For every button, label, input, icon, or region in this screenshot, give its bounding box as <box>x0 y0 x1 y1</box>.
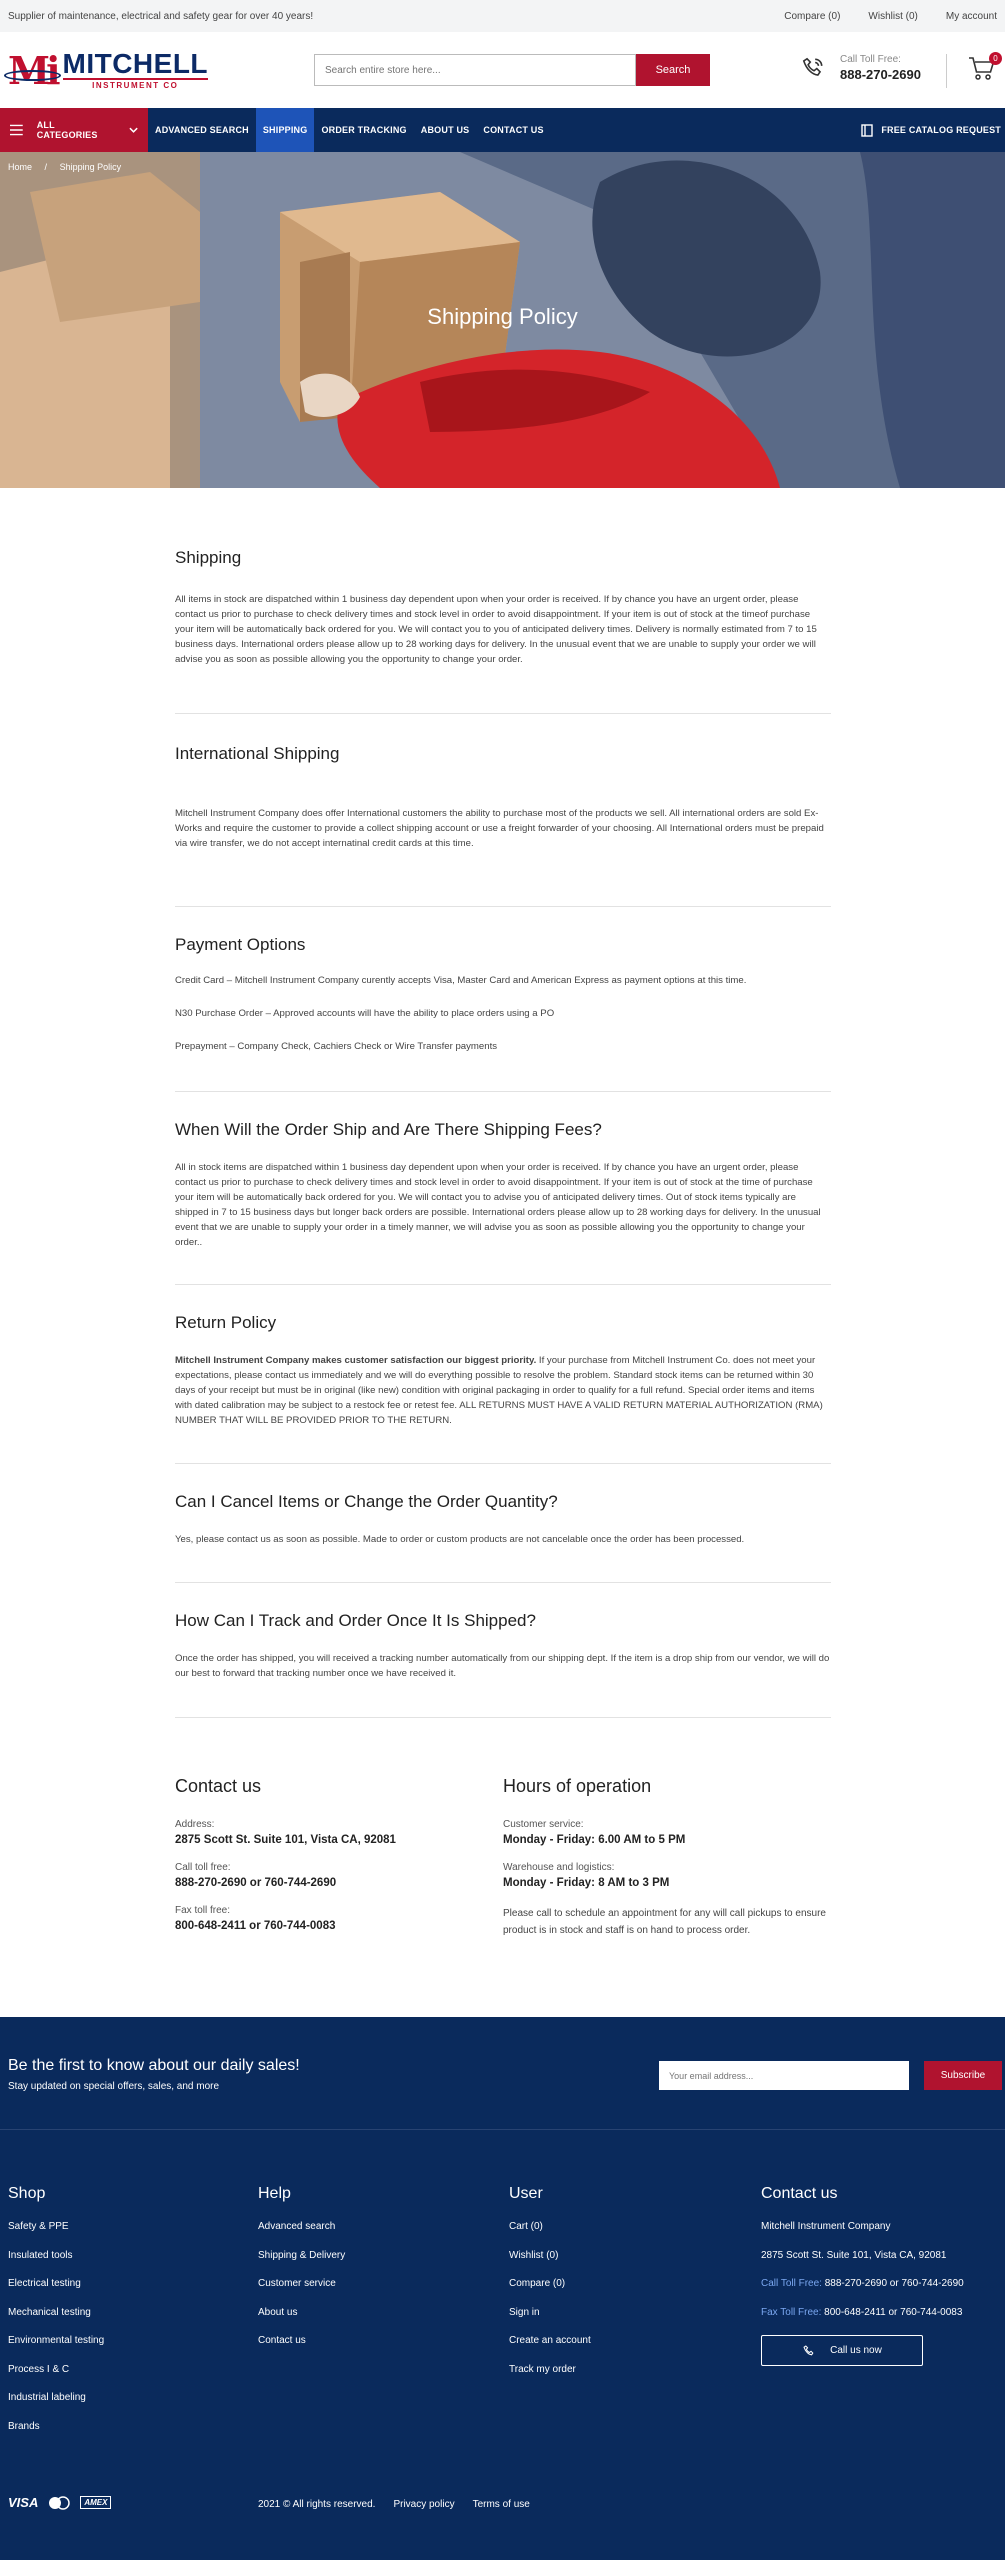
footer-fax-number: 800-648-2411 or 760-744-0083 <box>821 2306 963 2318</box>
phone-icon <box>800 55 826 81</box>
section-title: Shipping <box>175 548 242 567</box>
amex-icon: AMEX <box>80 2496 111 2509</box>
section-title: Payment Options <box>175 935 306 954</box>
section-payment <box>175 907 831 1092</box>
all-categories-label: ALL CATEGORIES <box>36 120 98 140</box>
nav-contact-us[interactable]: CONTACT US <box>483 125 544 135</box>
fax-value: 800-648-2411 or 760-744-0083 <box>175 1920 336 1932</box>
privacy-policy-link[interactable]: Privacy policy <box>393 2499 455 2510</box>
fax-label: Fax toll free: <box>175 1905 231 1916</box>
section-shipping <box>175 548 831 714</box>
footer-address: 2875 Scott St. Suite 101, Vista CA, 92081 <box>761 2249 947 2261</box>
terms-of-use-link[interactable]: Terms of use <box>472 2499 530 2510</box>
legal-links <box>258 2499 530 2510</box>
section-body: Mitchell Instrument Company does offer International customers the ability to purchase most of the products we sell. All international orders are sold Ex-Works and require the customer to provide a collect shipping account or use a freight forwarder of your choosing. All International orders must be prepaid via wire transfer, we do not accept internatinal credit cards at this time. <box>175 808 824 849</box>
call-value[interactable]: 888-270-2690 or 760-744-2690 <box>175 1877 337 1889</box>
catalog-icon <box>861 124 873 137</box>
footer-link[interactable]: Wishlist (0) <box>509 2249 559 2261</box>
nav-advanced-search[interactable]: ADVANCED SEARCH <box>155 125 249 135</box>
logo[interactable] <box>8 48 223 93</box>
section-title: Return Policy <box>175 1313 277 1332</box>
contact-column <box>175 1776 503 1948</box>
footer-fax-label: Fax Toll Free: <box>761 2306 822 2318</box>
all-categories-button[interactable] <box>0 108 148 152</box>
footer-link[interactable]: Safety & PPE <box>8 2221 69 2232</box>
copyright: 2021 © All rights reserved. <box>258 2499 376 2510</box>
footer-contact <box>761 2185 964 2366</box>
footer-link[interactable]: Electrical testing <box>8 2278 81 2289</box>
section-body: All in stock items are dispatched within 1 business day dependent upon when your order is received. If by chance you have an urgent order, please contact us prior to purchase to check delivery times and stock level in order to avoid disappointment. If your item is out of stock at the time of purchase your item will be automatically back ordered for you. We will contact you to advise you of anticipated delivery times. Out of stock items typically are shipped in 7 to 15 business days but longer back orders are possible. International orders please allow up to 28 working days for delivery. In the unusual event that we are unable to supply your order in a timely manner, we will advise you as soon as possible allowing you the opportunity to change your order.. <box>175 1162 821 1248</box>
footer-link[interactable]: Insulated tools <box>8 2249 73 2261</box>
footer-help <box>258 2185 345 2364</box>
nav-order-tracking[interactable]: ORDER TRACKING <box>321 125 407 135</box>
footer-link[interactable]: Cart (0) <box>509 2221 543 2232</box>
footer-heading: Help <box>258 2185 291 2202</box>
wishlist-link[interactable]: Wishlist (0) <box>868 10 918 22</box>
hours-title: Hours of operation <box>503 1776 652 1796</box>
footer-call-number[interactable]: 888-270-2690 or 760-744-2690 <box>821 2278 964 2289</box>
breadcrumb-home[interactable]: Home <box>8 162 33 172</box>
call-us-now-button[interactable] <box>761 2335 923 2366</box>
footer-link[interactable]: Advanced search <box>258 2221 336 2232</box>
section-title: Can I Cancel Items or Change the Order Quantity? <box>175 1492 558 1511</box>
service-hours: Monday - Friday: 6.00 AM to 5 PM <box>503 1834 686 1846</box>
menu-icon <box>10 124 23 136</box>
nav-about-us[interactable]: ABOUT US <box>420 125 470 135</box>
return-body: If your purchase from Mitchell Instrument Co. does not meet your expectations, please contact us immediately and we will do everything possible to resolve the problem. Standard stock items can be returned within 30 days of your receipt but must be in original (like new) condition with original packaging in order to qualify for a full refund. Special order items and items with dated calibration may be subject to a restock fee or retest fee. ALL RETURNS MUST HAVE A VALID RETURN MATERIAL AUTHORIZATION (RMA) NUMBER THAT WILL BE PROVIDED PRIOR TO THE RETURN. <box>175 1355 823 1426</box>
newsletter-title: Be the first to know about our daily sales! <box>8 2057 300 2074</box>
footer-link[interactable]: Brands <box>8 2420 40 2432</box>
newsletter-email-input[interactable] <box>659 2061 909 2090</box>
section-title: International Shipping <box>175 744 340 763</box>
tagline: Supplier of maintenance, electrical and safety gear for over 40 years! <box>8 10 314 22</box>
payment-prepayment: Prepayment – Company Check, Cachiers Check or Wire Transfer payments <box>175 1041 498 1052</box>
footer-link[interactable]: Contact us <box>258 2335 306 2346</box>
footer-link[interactable]: Industrial labeling <box>8 2392 86 2403</box>
address-value: 2875 Scott St. Suite 101, Vista CA, 92081 <box>175 1834 396 1846</box>
footer-link[interactable]: Process I & C <box>8 2363 70 2375</box>
footer-heading: User <box>509 2185 543 2202</box>
footer-columns <box>0 2130 1005 2430</box>
breadcrumb-separator: / <box>44 162 48 172</box>
footer-link[interactable]: Environmental testing <box>8 2335 105 2346</box>
top-bar <box>0 0 1005 32</box>
footer-call <box>761 2278 964 2289</box>
section-tracking <box>175 1583 831 1718</box>
logo-name: MITCHELL <box>62 48 209 79</box>
section-international <box>175 714 831 907</box>
footer-link[interactable]: Sign in <box>509 2306 540 2318</box>
section-body: Yes, please contact us as soon as possible. Made to order or custom products are not cancelable once the order has been processed. <box>175 1534 745 1545</box>
phone-block <box>800 54 921 82</box>
footer-link[interactable]: About us <box>258 2306 298 2318</box>
policy-content <box>175 488 831 1948</box>
compare-link[interactable]: Compare (0) <box>784 10 841 22</box>
call-label: Call toll free: <box>175 1862 231 1873</box>
footer-link[interactable]: Create an account <box>509 2335 591 2346</box>
contact-info <box>175 1776 831 1948</box>
phone-icon <box>802 2344 816 2358</box>
mastercard-icon <box>48 2496 70 2510</box>
footer-link[interactable]: Mechanical testing <box>8 2306 91 2318</box>
search-form <box>314 54 710 86</box>
header-divider <box>946 54 947 88</box>
section-body <box>175 1353 831 1428</box>
breadcrumb <box>8 162 131 172</box>
page-title: Shipping Policy <box>427 304 578 329</box>
logo-mark: Mi <box>8 47 57 93</box>
cart-button[interactable] <box>968 56 996 87</box>
warehouse-hours: Monday - Friday: 8 AM to 3 PM <box>503 1877 670 1889</box>
footer-link[interactable]: Track my order <box>509 2363 576 2375</box>
footer-company: Mitchell Instrument Company <box>761 2221 891 2232</box>
free-catalog-request-link[interactable] <box>861 108 1001 152</box>
breadcrumb-current: Shipping Policy <box>59 162 122 172</box>
address-label: Address: <box>175 1819 215 1830</box>
footer-shop <box>8 2185 104 2449</box>
call-us-now-label: Call us now <box>830 2345 882 2356</box>
warehouse-label: Warehouse and logistics: <box>503 1862 615 1873</box>
nav-shipping[interactable]: SHIPPING <box>256 108 315 152</box>
hours-column <box>503 1776 831 1948</box>
logo-subtitle: INSTRUMENT CO <box>63 78 209 90</box>
payment-credit-card: Credit Card – Mitchell Instrument Company curently accepts Visa, Master Card and American Express as payment options at this time. <box>175 975 747 986</box>
my-account-link[interactable]: My account <box>945 10 997 22</box>
footer-user <box>509 2185 591 2392</box>
section-body: Once the order has shipped, you will received a tracking number automatically from our shipping dept. If the item is a drop ship from our vendor, we will do our best to forward that tracking number once we have received it. <box>175 1653 830 1679</box>
footer-heading: Contact us <box>761 2185 838 2202</box>
payment-purchase-order: N30 Purchase Order – Approved accounts will have the ability to place orders using a PO <box>175 1008 555 1019</box>
footer-fax <box>761 2307 964 2318</box>
service-label: Customer service: <box>503 1819 584 1830</box>
footer-call-label: Call Toll Free: <box>761 2278 822 2289</box>
call-number[interactable]: 888-270-2690 <box>840 67 921 82</box>
footer <box>0 2017 1005 2560</box>
chevron-down-icon <box>129 126 138 134</box>
free-catalog-label: FREE CATALOG REQUEST <box>881 125 1001 135</box>
hero-banner <box>0 152 1005 488</box>
return-lead: Mitchell Instrument Company makes customer satisfaction our biggest priority. <box>175 1355 537 1366</box>
section-body: All items in stock are dispatched within 1 business day dependent upon when your order is received. If by chance you have an urgent order, please contact us prior to purchase to check delivery times and stock level in order to avoid disappointment. If your item is out of stock at the timeof purchase your item will be automatically back ordered for you. We will contact you to you of anticipated delivery times. Delivery is normally estimated from 7 to 15 business days. International orders please allow up to 28 working days for delivery. In the unusual event that we are unable to supply your order we will advise you as soon as possible allowing you the opportunity to change your order. <box>175 594 817 665</box>
search-input[interactable] <box>314 54 636 86</box>
footer-link[interactable]: Customer service <box>258 2278 336 2289</box>
footer-link[interactable]: Compare (0) <box>509 2278 566 2289</box>
section-title: How Can I Track and Order Once It Is Shipped? <box>175 1611 536 1630</box>
newsletter-subtitle: Stay updated on special offers, sales, and more <box>8 2081 220 2092</box>
pickup-note: Please call to schedule an appointment for any will call pickups to ensure product is in stock and staff is on hand to process order. <box>503 1908 826 1936</box>
section-title: When Will the Order Ship and Are There Shipping Fees? <box>175 1120 602 1139</box>
cart-count-badge: 0 <box>989 52 1002 65</box>
footer-heading: Shop <box>8 2185 46 2202</box>
call-label: Call Toll Free: <box>840 54 901 65</box>
contact-title: Contact us <box>175 1776 262 1796</box>
search-button[interactable]: Search <box>636 54 710 86</box>
section-return-policy <box>175 1285 831 1464</box>
section-cancel <box>175 1464 831 1583</box>
visa-icon: VISA <box>8 2495 39 2510</box>
footer-link[interactable]: Shipping & Delivery <box>258 2249 346 2261</box>
subscribe-button[interactable]: Subscribe <box>924 2061 1002 2090</box>
newsletter <box>0 2017 1005 2130</box>
section-when-ship <box>175 1092 831 1285</box>
header <box>0 32 1005 108</box>
payment-methods <box>8 2495 111 2510</box>
main-nav <box>0 108 1005 152</box>
